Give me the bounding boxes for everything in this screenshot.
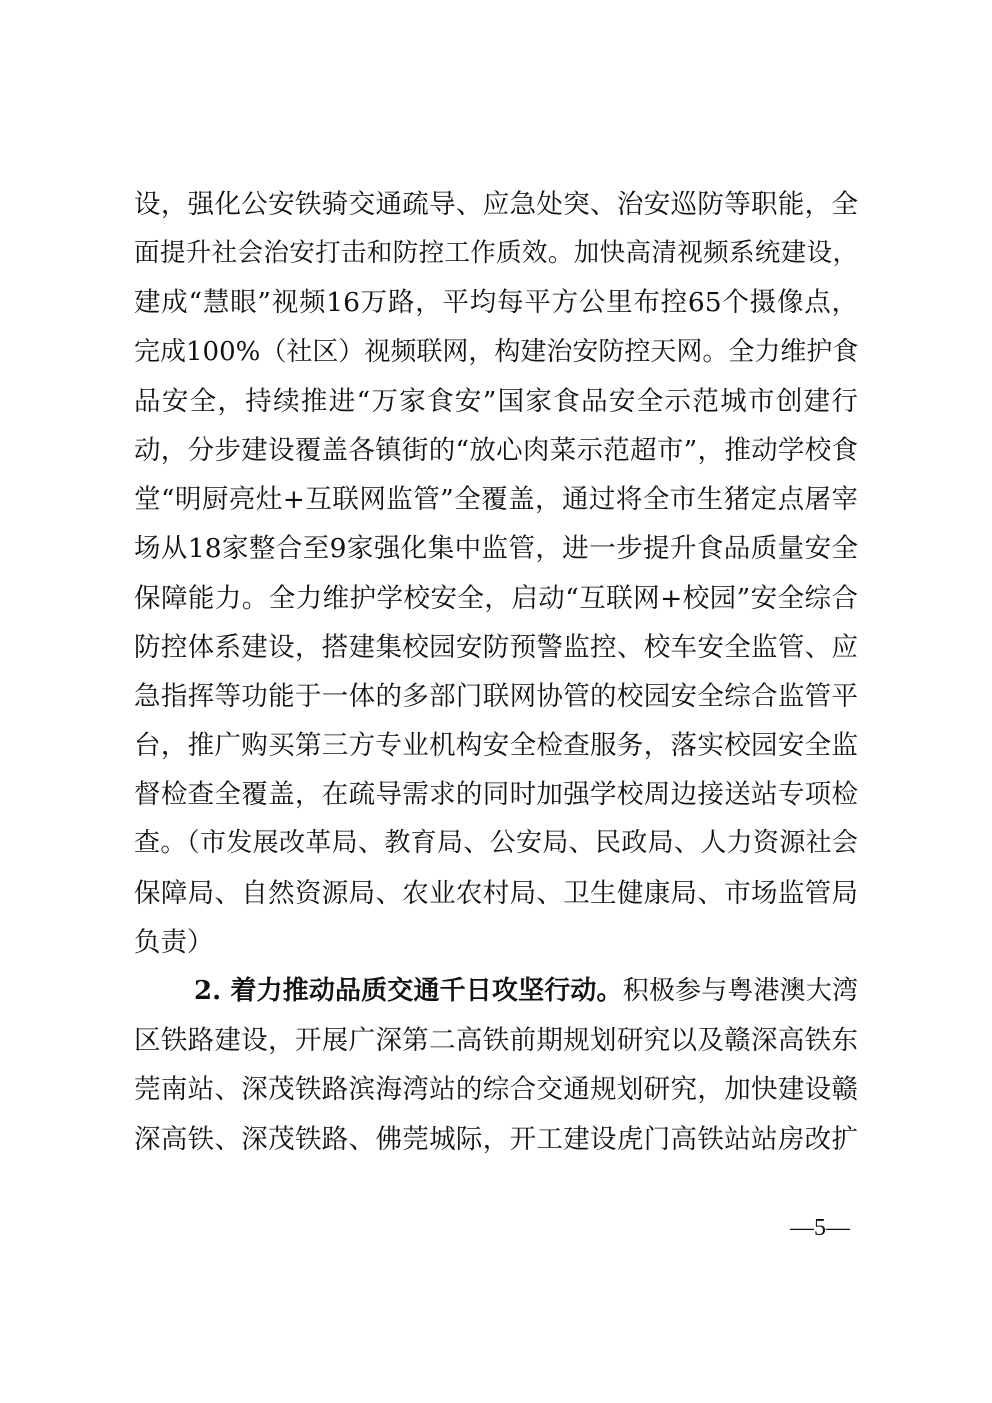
body-text [134, 180, 858, 1164]
section-heading: 2. 着力推动品质交通千日攻坚行动。 [194, 976, 623, 1006]
text-line: 品安全，持续推进“万家食安”国家食品安全示范城市创建行 [134, 385, 858, 417]
text-line: 区铁路建设，开展广深第二高铁前期规划研究以及赣深高铁东 [134, 1025, 858, 1057]
section-heading-line [134, 967, 858, 1016]
text-line: 堂“明厨亮灶+互联网监管”全覆盖，通过将全市生猪定点屠宰 [134, 484, 858, 516]
text-line: 建成“慧眼”视频16万路，平均每平方公里布控65个摄像点， [134, 287, 858, 319]
text-line: 急指挥等功能于一体的多部门联网协管的校园安全综合监管平 [134, 680, 858, 712]
text-line: 保障能力。全力维护学校安全，启动“互联网+校园”安全综合 [134, 582, 858, 614]
text-line: 台，推广购买第三方专业机构安全检查服务，落实校园安全监 [134, 730, 858, 762]
section-heading-rest: 积极参与粤港澳大湾 [622, 976, 858, 1006]
text-line: 督检查全覆盖，在疏导需求的同时加强学校周边接送站专项检 [134, 779, 858, 811]
text-line: 防控体系建设，搭建集校园安防预警监控、校车安全监管、应 [134, 631, 858, 663]
text-line: 深高铁、深茂铁路、佛莞城际，开工建设虎门高铁站站房改扩 [134, 1123, 858, 1155]
page-number: —5— [790, 1215, 850, 1241]
text-line: 负责） [134, 926, 214, 958]
text-line: 完成100%（社区）视频联网，构建治安防控天网。全力维护食 [134, 336, 859, 367]
text-line: 设，强化公安铁骑交通疏导、应急处突、治安巡防等职能，全 [134, 189, 858, 220]
text-line: 保障局、自然资源局、农业农村局、卫生健康局、市场监管局 [134, 877, 858, 909]
text-line: 面提升社会治安打击和防控工作质效。加快高清视频系统建设， [134, 238, 858, 269]
text-line: 动，分步建设覆盖各镇街的“放心肉菜示范超市”，推动学校食 [134, 434, 858, 466]
text-line: 场从18家整合至9家强化集中监管，进一步提升食品质量安全 [134, 533, 858, 565]
text-line: 查。（市发展改革局、教育局、公安局、民政局、人力资源社会 [134, 828, 858, 859]
text-line: 莞南站、深茂铁路滨海湾站的综合交通规划研究，加快建设赣 [134, 1074, 858, 1106]
